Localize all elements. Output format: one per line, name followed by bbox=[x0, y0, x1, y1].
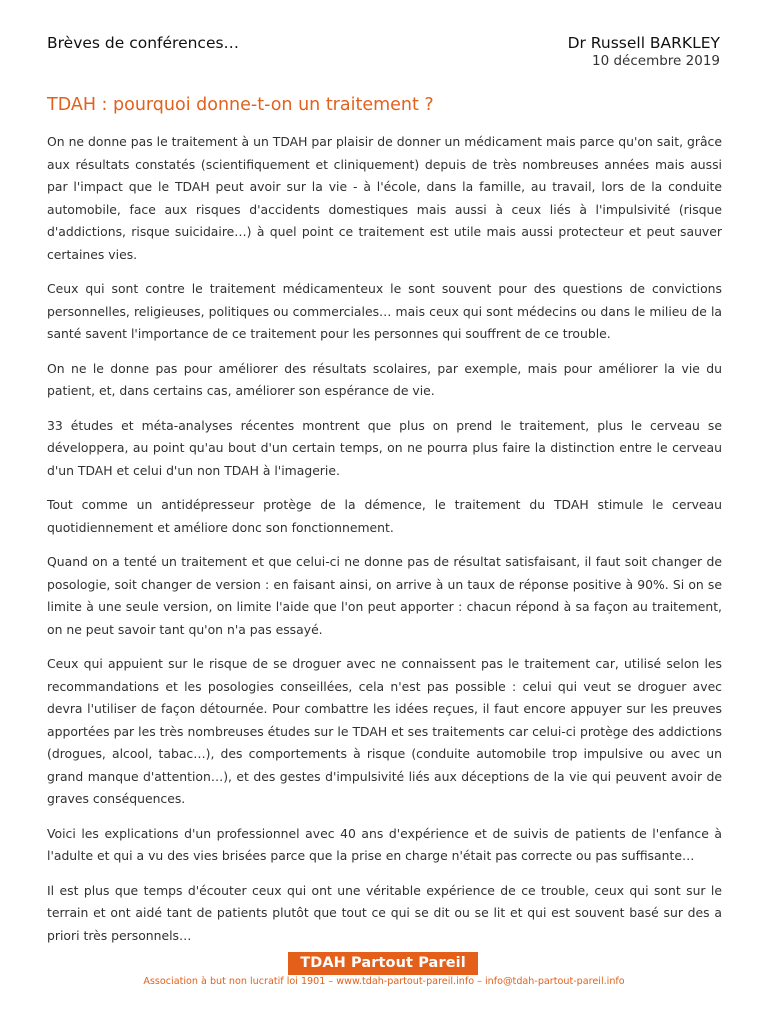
page-title: TDAH : pourquoi donne-t-on un traitement ? bbox=[47, 95, 434, 115]
document-date: 10 décembre 2019 bbox=[592, 53, 720, 69]
paragraph: Voici les explications d'un professionnel avec 40 ans d'expérience et de suivis de patients de l'enfance à l'adulte et qui a vu des vies brisées parce que la prise en charge n'était pas correcte ou pas suffisante… bbox=[47, 825, 722, 863]
paragraph: On ne le donne pas pour améliorer des résultats scolaires, par exemple, mais pour améliorer la vie du patient, et, dans certains cas, améliorer son espérance de vie. bbox=[47, 360, 722, 398]
article-body bbox=[47, 131, 722, 959]
section-label: Brèves de conférences… bbox=[47, 34, 240, 52]
paragraph: 33 études et méta-analyses récentes montrent que plus on prend le traitement, plus le cerveau se développera, au point qu'au bout d'un certain temps, on ne pourra plus faire la distinction entre le cerveau d'un TDAH et celui d'un non TDAH à l'imagerie. bbox=[47, 417, 722, 478]
footer-contact-line: Association à but non lucratif loi 1901 – www.tdah-partout-pareil.info – info@tdah-partout-pareil.info bbox=[143, 976, 625, 987]
author-name: Dr Russell BARKLEY bbox=[567, 34, 720, 52]
paragraph: Ceux qui appuient sur le risque de se droguer avec ne connaissent pas le traitement car, utilisé selon les recommandations et les posologies conseillées, cela n'est pas possible : celui qui veut se droguer avec devra l'utiliser de façon détournée. Pour combattre les idées reçues, il faut encore appuyer sur les preuves apportées par les très nombreuses études sur le TDAH et ses traitements car celui-ci protège des addictions (drogues, alcool, tabac…), des comportements à risque (conduite automobile trop impulsive ou avec un grand manque d'attention…), et des gestes d'impulsivité liés aux déceptions de la vie qui peuvent avoir de graves conséquences. bbox=[47, 656, 722, 806]
paragraph: Ceux qui sont contre le traitement médicamenteux le sont souvent pour des questions de convictions personnelles, religieuses, politiques ou commerciales… mais ceux qui sont médecins ou dans le milieu de la santé savent l'importance de ce traitement pour les personnes qui souffrent de ce trouble. bbox=[47, 281, 722, 341]
association-logo: TDAH Partout Pareil bbox=[288, 952, 478, 975]
paragraph: Il est plus que temps d'écouter ceux qui ont une véritable expérience de ce trouble, ceux qui sont sur le terrain et ont aidé tant de patients plutôt que tout ce qui se dit ou se lit et qui est souvent basé sur des a priori très personnels… bbox=[47, 882, 722, 943]
paragraph: On ne donne pas le traitement à un TDAH par plaisir de donner un médicament mais parce qu'on sait, grâce aux résultats constatés (scientifiquement et cliniquement) depuis de très nombreuses années mais aussi par l'impact que le TDAH peut avoir sur la vie - à l'école, dans la famille, au travail, lors de la conduite automobile, face aux risques d'accidents domestiques mais aussi à ceux liés à l'impulsivité (risque d'addictions, risque suicidaire…) à quel point ce traitement est utile mais aussi protecteur et peut sauver certaines vies. bbox=[47, 134, 722, 262]
header-author-block bbox=[568, 34, 720, 70]
paragraph: Tout comme un antidépresseur protège de la démence, le traitement du TDAH stimule le cerveau quotidiennement et améliore donc son fonctionnement. bbox=[47, 497, 722, 535]
paragraph: Quand on a tenté un traitement et que celui-ci ne donne pas de résultat satisfaisant, il faut soit changer de posologie, soit changer de version : en faisant ainsi, on arrive à un taux de réponse positive à 90%. Si on se limite à une seule version, on limite l'aide que l'on peut apporter : chacun répond à sa façon au traitement, on ne peut savoir tant qu'on n'a pas essayé. bbox=[47, 554, 722, 637]
